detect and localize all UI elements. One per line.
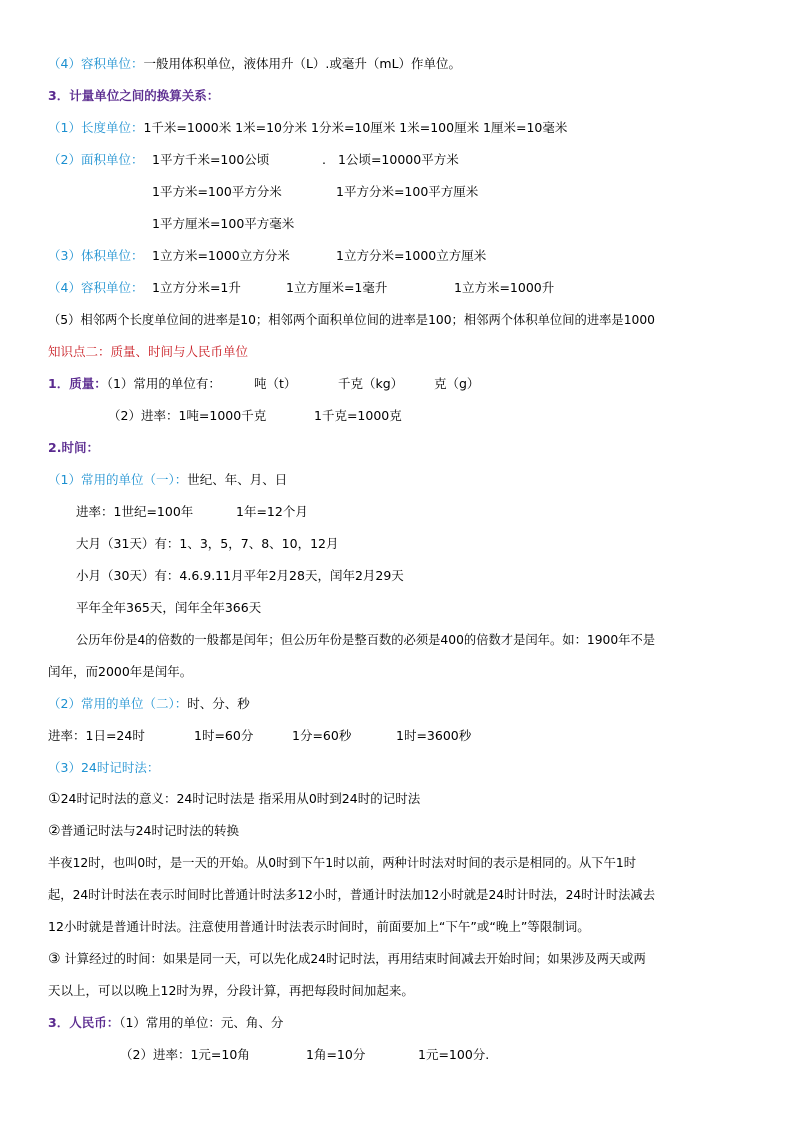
heading-label: （3）24时记时法： [48, 760, 160, 775]
heading-label: 2.时间： [48, 440, 99, 455]
circled-number-1: ① [48, 791, 61, 807]
adjacent-rate-line [48, 312, 655, 328]
circled-number-2: ② [48, 823, 61, 839]
length-unit-line [48, 120, 567, 136]
area-unit-line-2 [152, 184, 479, 200]
mass-rate-1: （2）进率：1吨=1000千克 [108, 408, 267, 423]
rmb-rate-3: 1元=100分. [418, 1047, 490, 1062]
area-rate-5: 1平方厘米=100平方毫米 [152, 216, 295, 231]
body-text: 计算经过的时间：如果是同一天，可以先化成24时记时法，再用结束时间减去开始时间；如果涉及两天或两 [60, 952, 646, 966]
volume-unit-line [48, 248, 487, 264]
body-text: 半夜12时，也叫0时，是一天的开始。从0时到下午1时以前，两种计时法对时间的表示是相同的。从下午1时 [48, 856, 637, 870]
circled-number-3: ③ [48, 951, 61, 967]
year-days-line [76, 600, 261, 616]
heading-label: 3．计量单位之间的换算关系： [48, 88, 220, 103]
body-text: 一般用体积单位，液体用升（L）.或毫升（mL）作单位。 [143, 56, 462, 71]
section-heading-conversion [48, 88, 219, 104]
mass-unit-g: 克（g） [434, 376, 480, 391]
rmb-rate-line [120, 1047, 490, 1063]
body-text: （1）常用的单位：元、角、分 [119, 1015, 284, 1030]
mass-unit-ton: 吨（t） [254, 376, 297, 391]
area-rate-2: 1公顷=10000平方米 [338, 152, 459, 167]
knowledge-point-2-heading [48, 344, 248, 360]
rmb-rate-2: 1角=10分 [306, 1047, 366, 1062]
heading-label: （2）面积单位： [48, 152, 144, 167]
heading-label: 3．人民币： [48, 1015, 120, 1030]
body-text: 小月（30天）有：4.6.9.11月平年2月28天，闰年2月29天 [76, 568, 404, 583]
body-text: 闰年，而2000年是闰年。 [48, 664, 193, 679]
leap-year-line-1 [76, 632, 655, 648]
time-heading [48, 440, 99, 456]
heading-label: 1．质量： [48, 376, 107, 391]
heading-label: 知识点二：质量、时间与人民币单位 [48, 344, 249, 359]
body-text: 普通记时法与24时记时法的转换 [60, 823, 239, 838]
heading-label: （2）常用的单位（二）： [48, 696, 188, 711]
body-text: 大月（31天）有：1、3，5，7、8、10，12月 [76, 536, 339, 551]
body-text: （1）常用的单位有： [106, 376, 221, 391]
paragraph-line-3 [48, 919, 590, 935]
body-text: 世纪、年、月、日 [187, 472, 288, 487]
body-text: 24时记时法的意义：24时记时法是 指采用从0时到24时的记时法 [60, 791, 421, 806]
time-rate-line-2 [48, 728, 472, 744]
capacity-rate-3: 1立方米=1000升 [454, 280, 555, 295]
big-month-line [76, 536, 338, 552]
time-rate-6: 1时=3600秒 [396, 728, 472, 743]
24h-conversion-line [48, 823, 239, 839]
heading-label: （4）容积单位： [48, 56, 144, 71]
heading-label: （1）长度单位： [48, 120, 144, 135]
body-text: 起，24时计时法在表示时间时比普通计时法多12小时，普通计时法加12小时就是24时计时法，24时计时法减去 [48, 888, 656, 902]
body-text: 12小时就是普通计时法。注意使用普通计时法表示时间时，前面要加上“下午”或“晚上”等限制词。 [48, 919, 590, 934]
rmb-rate-1: （2）进率：1元=10角 [120, 1047, 250, 1062]
small-month-line [76, 568, 404, 584]
heading-label: （1）常用的单位（一）： [48, 472, 188, 487]
elapsed-time-line-1 [48, 951, 646, 967]
rmb-line [48, 1015, 283, 1031]
area-rate-3: 1平方米=100平方分米 [152, 184, 282, 199]
mass-line [48, 376, 480, 392]
area-rate-4: 1平方分米=100平方厘米 [336, 184, 479, 199]
time-rate-4: 1时=60分 [194, 728, 254, 743]
time-units-2-line [48, 696, 250, 712]
body-text: 公历年份是4的倍数的一般都是闰年；但公历年份是整百数的必须是400的倍数才是闰年。如：1900年不是 [76, 633, 656, 647]
capacity-unit-line [48, 56, 461, 72]
area-unit-line-3 [152, 216, 294, 232]
dot-mark: . [322, 152, 326, 167]
time-rate-3: 进率：1日=24时 [48, 728, 145, 743]
body-text: 天以上，可以以晚上12时为界，分段计算，再把每段时间加起来。 [48, 983, 414, 998]
time-rate-1: 进率：1世纪=100年 [76, 504, 194, 519]
heading-label: （3）体积单位： [48, 248, 144, 263]
24h-heading [48, 760, 159, 776]
24h-meaning-line [48, 791, 420, 807]
mass-rate-line [108, 408, 402, 424]
mass-unit-kg: 千克（kg） [338, 376, 404, 391]
capacity-rate-line [48, 280, 555, 296]
leap-year-line-2 [48, 664, 192, 680]
paragraph-line-2 [48, 887, 655, 903]
time-rate-5: 1分=60秒 [292, 728, 352, 743]
area-rate-1: 1平方千米=100公顷 [152, 152, 270, 167]
paragraph-line-1 [48, 855, 636, 871]
time-rate-line-1 [76, 504, 308, 520]
body-text: 时、分、秒 [187, 696, 250, 711]
body-text: 平年全年365天，闰年全年366天 [76, 600, 262, 615]
mass-rate-2: 1千克=1000克 [314, 408, 402, 423]
capacity-rate-2: 1立方厘米=1毫升 [286, 280, 388, 295]
time-units-1-line [48, 472, 287, 488]
area-unit-line [48, 152, 459, 168]
body-text: （5）相邻两个长度单位间的进率是10；相邻两个面积单位间的进率是100；相邻两个体积单位间的进率是1000 [48, 313, 656, 327]
volume-rate-2: 1立方分米=1000立方厘米 [336, 248, 487, 263]
capacity-rate-1: 1立方分米=1升 [152, 280, 241, 295]
heading-label: （4）容积单位： [48, 280, 144, 295]
volume-rate-1: 1立方米=1000立方分米 [152, 248, 290, 263]
elapsed-time-line-2 [48, 983, 414, 999]
time-rate-2: 1年=12个月 [236, 504, 308, 519]
body-text: 1千米=1000米 1米=10分米 1分米=10厘米 1米=100厘米 1厘米=10毫米 [143, 120, 568, 135]
